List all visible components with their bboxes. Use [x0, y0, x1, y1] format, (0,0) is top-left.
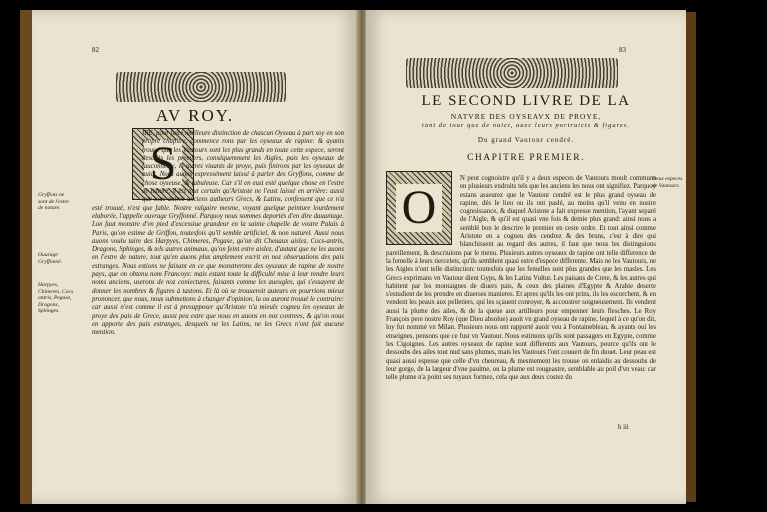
margin-note: Harpyes, Chimeres, Cocs antris, Pegase, Dragons, Sphinges. — [38, 282, 74, 315]
chapter-title: CHAPITRE PREMIER. — [467, 153, 585, 163]
book-subtitle-line2: tant de iour que de nuict, auec leurs portraicts & figures. — [422, 122, 630, 129]
left-page — [32, 10, 358, 504]
open-book — [20, 6, 696, 506]
initial-space — [386, 175, 456, 247]
drop-cap-letter: O — [396, 184, 443, 232]
margin-note: Ouurage Gryffonné. — [38, 252, 63, 265]
catchword: h iii — [618, 424, 629, 431]
section-title: Du grand Vautour cendré. — [477, 136, 575, 144]
page-number: 82 — [92, 46, 99, 54]
book-title: LE SECOND LIVRE DE LA — [421, 93, 631, 109]
margin-note: Gryffons ne sont de l'estre de nature. — [38, 192, 69, 212]
margin-note: Deux especes de Vautours. — [652, 176, 683, 189]
book-subtitle: NATVRE DES OYSEAVX DE PROYE, — [450, 112, 602, 121]
body-text-content: N peut cognoistre qu'il y a deux especes de Vautours moult communs en plusieurs endroits tels que les anciens les nous ont signifiez. Parquoy estans asseurez que le Vautour cendré est le plus grand oyseau de rapine, dés le lieu ou ils ont paslé, au moins qu'il venu en nostre cognoissance, & duquel Aristote a fait expresse mention, l'ayant separé de l'Aigle, & qu'il est quasi vne fois & demie plus grand: ainsi nous a semblé bon le descrire le premier en ceste ordre. Et tout ainsi comme Aristote en a cogneu des cendrez & des bruns, c'est à dire qui blanchissent au regard des autres, il faut que nous les distinguions pareillement, & descriuions par le menu. Plusieurs autres oyseaux de rapine ont telle difference de la femelle à leurs tiercelets, qu'ils semblent quasi estre d'espece differente. Mais ne les Vautours, ne les Aigles n'ont telle distinction: toutesfois que les femelles sont plus grandes que les masles. Les Grecs exprimans vn Vautour dient Gyps, & les Latins Vultur. Les paisans de Crete, & les autres qui habitent par les montaignes de diuers pais, & ceux des plaines d'Egypte & Arabie deserte s'estudient de les prendre en diuerses manieres. Et apres qu'ils les ont prins, ils les escorchent, & en vendent les peaux aux pelletiers, qui les sçauent conroyer, & accoustrer soigneusement. Ils vendent aussi la plume des ailes, & de la queue aux artilleurs pour empenner leurs flesches. Le Roy François pere nostre Roy (que Dieu absolue) auoit vn grand oyseau de rapine, lequel à ce qu'on dit, luy fut nommé vn Milan. Plusieurs nous ont rapporté auoir veu à Fontainebleau, & ayants oui les enseignes, pensons que ce fust vn Vautour. Nous estimons qu'ils sont passagers en Egypte, comme les Cigoignes. Les autres oyseaux de rapine sont differents aux Vautours, pource qu'ils ont le dessoubs des ailes tout nud sans plumes, mais les Vautours l'ont couuert de fin duuet. Leur peau est quasi aussi espesse que celle d'vn cheureau, & mesmement les trouue on enlaidis au dessoubs de leur gorge, de la largeur d'vne paulme, ou la plume est rougeastre, semblable au poil d'vn veau: car telle plume n'a point ses tuyaux formez, cela que aux deux costez du — [386, 175, 656, 382]
ornamental-headband — [406, 58, 618, 88]
initial-space — [92, 130, 138, 202]
page-number: 83 — [619, 46, 626, 54]
body-text — [92, 130, 344, 337]
ornamental-headband — [116, 72, 286, 102]
drop-cap-letter: S — [144, 140, 183, 188]
body-text — [386, 175, 656, 382]
page-heading: AV ROY. — [155, 106, 235, 125]
book-cover-edge-right — [686, 12, 696, 502]
right-page — [366, 10, 686, 504]
body-text-content: IRE, pour faire meilleure distinction de chascun Oyseau à part soy en son propre chapitre, commence rons par les oyseaux de rapine: & ayants trouué que les Vautours sont les plus grands en toute cette espece, seront descrits les premiers, conséquemment les Aigles, puis les oyseaux de fauconnerie, & autres viuants de proye, puis finirons par les oyseaux de nuict. Nous auons expressément laissé à parler des Gryffons, comme de chose oyseuse, & fabuleuse. Car s'il en eust esté quelque chose en l'estre de nature, il est tout certain qu'Aristote ne l'eust laissé en arrière: aussi que tous autres anciens autheurs Grecs, & Latins, confessent que ce n'a esté trouué, n'est que fable. Nostre vulgaire mesme, voyant quelque peinture lourdement elaborée, l'appelle ouvrage Gryffonné. Parquoy nous sommes deportés d'en dire dauantage. Lon faut monstre d'vn pied d'excessiue grandeur en la sainte chapelle de vostre Palais à Paris, qu'on estime de Griffon, toutesfois qu'il semble artificiel, & non naturel. Aussi nous auons voulu taire des Harpyes, Chimeres, Pegase, qu'on dit Cheuaux aislez, Cocs-antris, Dragons, Sphinges, & tels autres animaux, qu'on feint estre aislez, d'autant que ne les auons en l'estre de nature, tout qu'en auons plus amplement escrit en noz obseruations des pais estranges. Nous estions ne faisant en ce que monstrerons des oyseaux de rapine de nostre pays, que on obtenu nom Francoys: mais estant toute la difficulté mise à leur rendre leurs noms anciens, userons de noz coniectures, faisants comme les aueugles, qui s'essayent de donner les nombres & figures à tastons. Et là où se trouueroit auteurs en pourrions mieux prononcer, que nous, nous submettons à changer d'opinion, la ou auront trouué le contraire: car aussi n'est comme il est à presupposer qu'Aristote n'a mieulx cogneu les oyseaux de proye des pais de Grece, aussi peu estre que nous en auons en noz contrees, & qu'on nous en apporte des pais estranges, desquels ne les Latins, ne les Grecs n'ont fait aucune mention. — [92, 130, 344, 337]
